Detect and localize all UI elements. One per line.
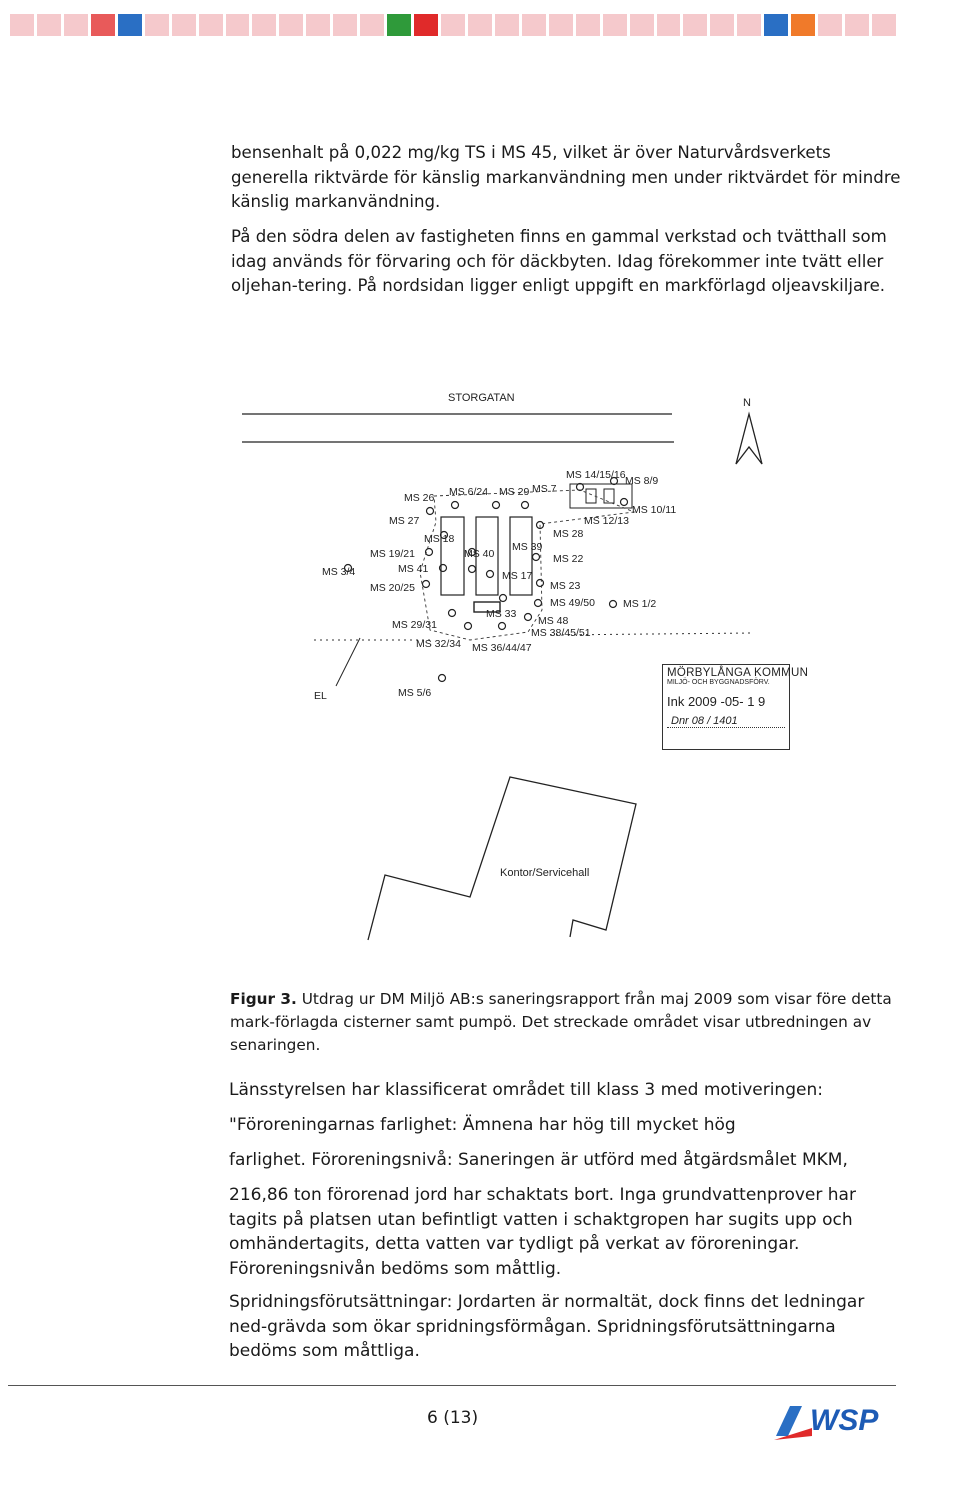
site-map-figure (240, 372, 809, 952)
map-label-ms26: MS 26 (404, 492, 435, 504)
map-label-ms49-50: MS 49/50 (550, 597, 595, 609)
color-bar-segment (64, 14, 88, 36)
map-label-ms36: MS 36/44/47 (472, 642, 532, 654)
map-label-ms12-13: MS 12/13 (584, 515, 629, 527)
map-label-ms14: MS 14/15/16 (566, 469, 626, 481)
caption-text: Utdrag ur DM Miljö AB:s saneringsrapport från maj 2009 som visar före detta mark-förlagda cisterner samt pumpö. Det streckade området visar utbredningen av senaringen. (230, 990, 892, 1054)
color-bar-segment (441, 14, 465, 36)
color-bar-segment (522, 14, 546, 36)
map-label-ms19-21: MS 19/21 (370, 548, 415, 560)
lower-paragraph-4: 216,86 ton förorenad jord har schaktats bort. Inga grundvattenprover har tagits på platsen utan befintligt vatten i schaktgropen har sugits upp och omhändertagits, detta vatten var tydligt på verkat av föroreningar. Föroreningsnivån bedöms som måttlig. (229, 1185, 856, 1279)
map-label-ms3-4: MS 3/4 (322, 566, 356, 578)
wsp-logo (772, 1400, 898, 1442)
map-label-ms23: MS 23 (550, 580, 581, 592)
building-outline (368, 777, 636, 940)
color-bar-segment (37, 14, 61, 36)
color-bar-segment (306, 14, 330, 36)
map-label-ms7: MS 7 (532, 483, 557, 495)
street-label: STORGATAN (448, 392, 515, 404)
color-bar-segment (495, 14, 519, 36)
color-bar-segment (91, 14, 115, 36)
map-label-ms48: MS 48 (538, 615, 569, 627)
map-label-ms5-6: MS 5/6 (398, 687, 432, 699)
north-label: N (743, 397, 751, 409)
color-bar-segment (360, 14, 384, 36)
color-bar-segment (172, 14, 196, 36)
color-bar-segment (226, 14, 250, 36)
color-bar-segment (657, 14, 681, 36)
received-stamp (662, 664, 809, 750)
map-label-ms28: MS 28 (553, 528, 584, 540)
map-label-ms8-9: MS 8/9 (625, 475, 659, 487)
north-arrow-icon (736, 414, 762, 464)
map-label-ms29: MS 29 (499, 486, 530, 498)
wsp-logo-text: WSP (810, 1404, 879, 1437)
color-bar-segment (630, 14, 654, 36)
map-label-ms18: MS 18 (424, 533, 455, 545)
color-bar-segment (199, 14, 223, 36)
color-bar-segment (845, 14, 869, 36)
color-bar-segment (818, 14, 842, 36)
color-bar-segment (414, 14, 438, 36)
map-label-ms27: MS 27 (389, 515, 420, 527)
color-bar-segment (333, 14, 357, 36)
stamp-dept: MILJÖ- OCH BYGGNADSFÖRV. (667, 679, 770, 686)
color-bar-segment (387, 14, 411, 36)
building-label: Kontor/Servicehall (500, 867, 590, 879)
lower-paragraph-1: Länsstyrelsen har klassificerat området till klass 3 med motiveringen: (229, 1080, 823, 1100)
map-label-ms38: MS 38/45/51 (531, 627, 591, 639)
color-bar-segment (252, 14, 276, 36)
color-bar-segment (279, 14, 303, 36)
footer-rule (8, 1385, 896, 1386)
stamp-org: MÖRBYLÅNGA KOMMUN (667, 667, 809, 679)
color-bar-segment (764, 14, 788, 36)
el-label: EL (314, 690, 327, 702)
map-label-ms41: MS 41 (398, 563, 429, 575)
map-label-ms33: MS 33 (486, 608, 517, 620)
map-label-ms1-2: MS 1/2 (623, 598, 657, 610)
color-bar-segment (683, 14, 707, 36)
color-bar-segment (10, 14, 34, 36)
map-label-ms6-24: MS 6/24 (449, 486, 489, 498)
page-number: 6 (13) (427, 1408, 479, 1428)
header-color-bar (10, 14, 896, 36)
figure-label: Figur 3. (230, 990, 297, 1008)
lower-paragraph-2: "Föroreningarnas farlighet: Ämnena har hög till mycket hög (229, 1115, 736, 1135)
map-label-ms17: MS 17 (502, 570, 533, 582)
color-bar-segment (549, 14, 573, 36)
color-bar-segment (118, 14, 142, 36)
map-label-ms22: MS 22 (553, 553, 584, 565)
color-bar-segment (576, 14, 600, 36)
lower-paragraph-3: farlighet. Föroreningsnivå: Saneringen är utförd med åtgärdsmålet MKM, (229, 1150, 848, 1170)
map-label-ms10-11: MS 10/11 (632, 504, 677, 516)
stamp-date: Ink 2009 -05- 1 9 (667, 694, 766, 709)
map-label-ms40: MS 40 (464, 548, 495, 560)
map-label-ms32-34: MS 32/34 (416, 638, 461, 650)
map-label-ms39: MS 39 (512, 541, 543, 553)
body-paragraph-1: bensenhalt på 0,022 mg/kg TS i MS 45, vilket är över Naturvårdsverkets generella riktvärde för känslig markanvändning men under riktvärdet för mindre känslig markanvändning. (231, 143, 901, 211)
color-bar-segment (145, 14, 169, 36)
color-bar-segment (468, 14, 492, 36)
color-bar-segment (710, 14, 734, 36)
color-bar-segment (791, 14, 815, 36)
body-paragraph-2: På den södra delen av fastigheten finns en gammal verkstad och tvätthall som idag används för förvaring och för däckbyten. Idag förekommer inte tvätt eller oljehan-tering. På nordsidan ligger enligt uppgift en markförlagd oljeavskiljare. (231, 227, 887, 295)
map-label-ms29-31: MS 29/31 (392, 619, 437, 631)
figure-caption (230, 988, 910, 1057)
color-bar-segment (603, 14, 627, 36)
color-bar-segment (872, 14, 896, 36)
lower-paragraph-5: Spridningsförutsättningar: Jordarten är normaltät, dock finns det ledningar ned-grävda som ökar spridningsförmågan. Spridningsförutsättningarna bedöms som måttliga. (229, 1292, 865, 1361)
stamp-dnr: Dnr 08 / 1401 (667, 709, 785, 728)
map-label-ms20-25: MS 20/25 (370, 582, 415, 594)
color-bar-segment (737, 14, 761, 36)
